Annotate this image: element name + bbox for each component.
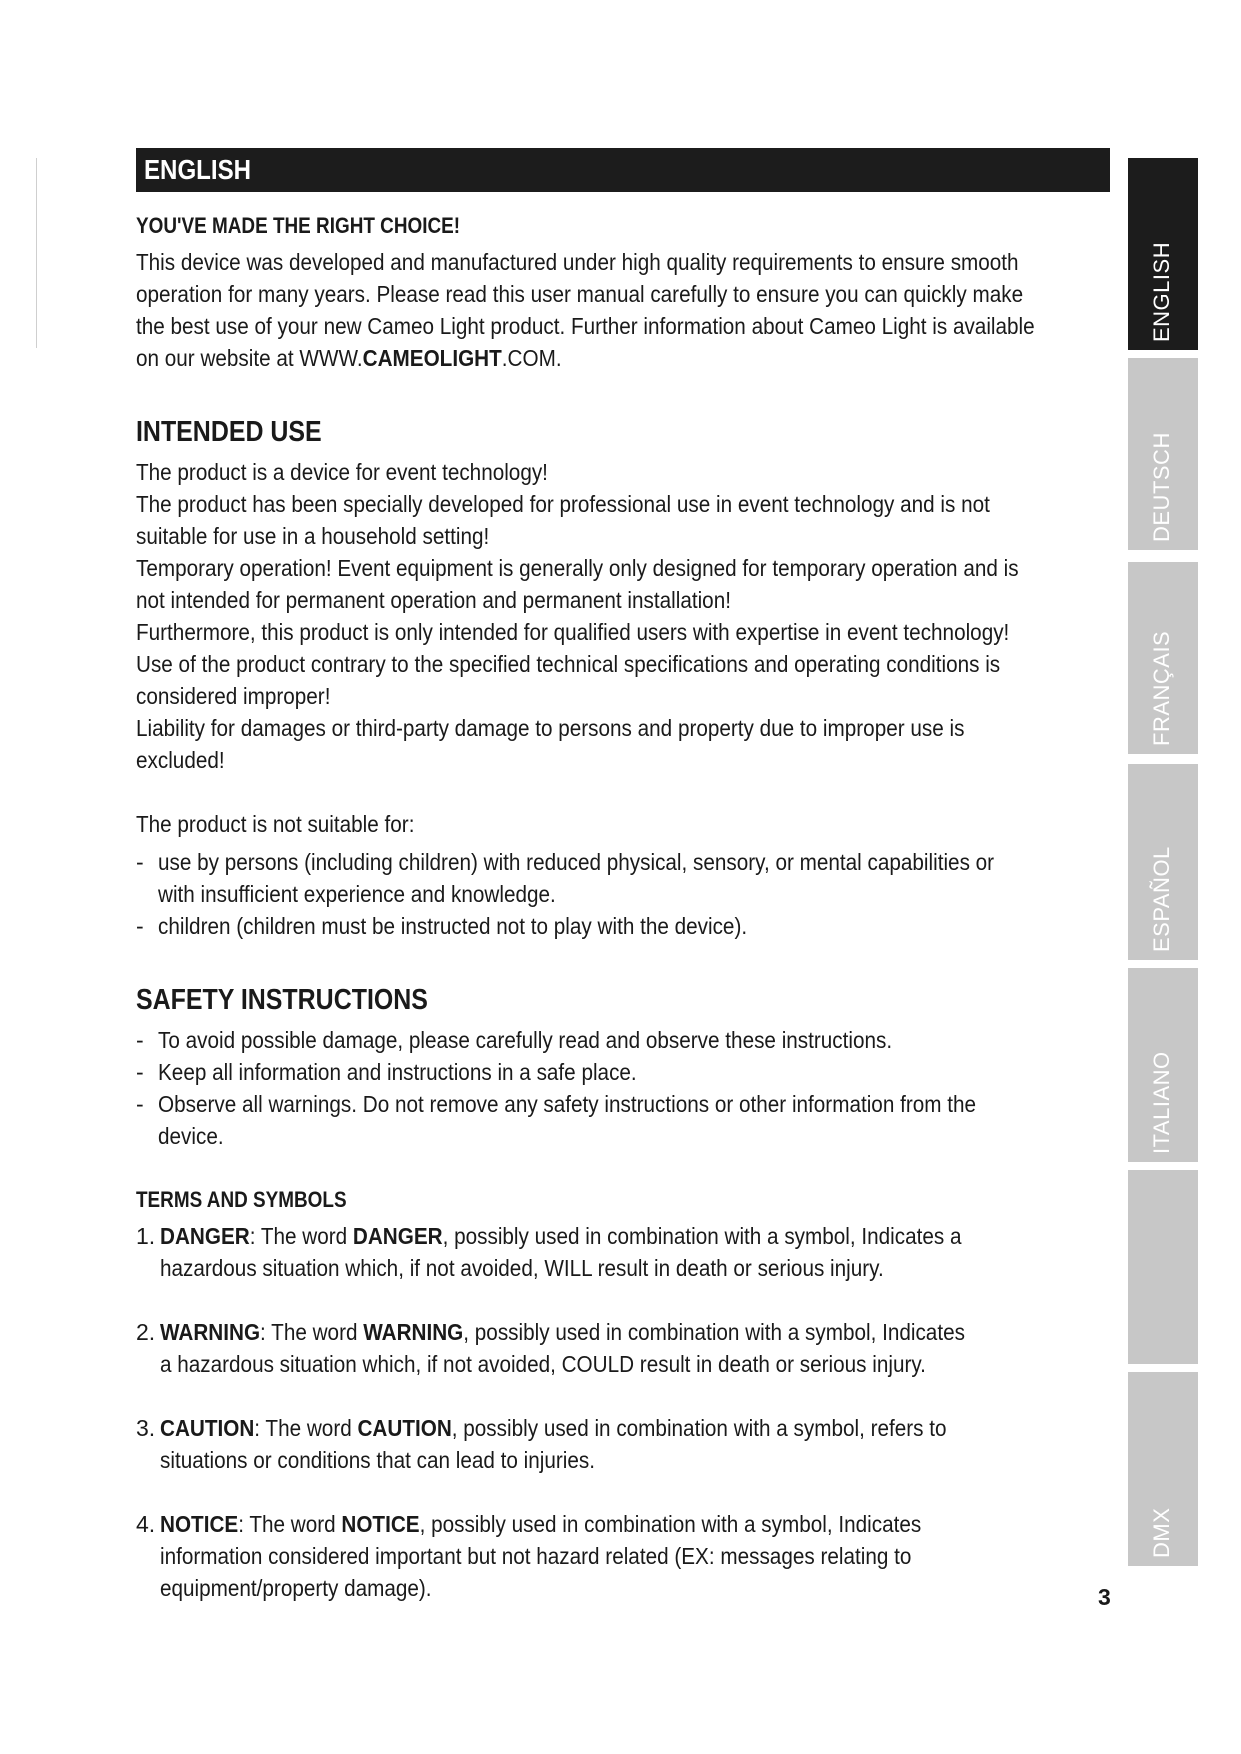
- intended-use-heading: INTENDED USE: [136, 416, 322, 448]
- side-tab-label: FRANÇAIS: [1149, 630, 1174, 746]
- list-item: - To avoid possible damage, please carefully read and observe these instructions.: [136, 1027, 893, 1053]
- intended-use-line: suitable for use in a household setting!: [136, 523, 490, 549]
- term-item-notice: 4. NOTICE: The word NOTICE, possibly used in combination with a symbol, Indicates information considered important but not hazard related (EX: messages relating to equipment/property damage).: [136, 1511, 922, 1601]
- side-tab-deutsch[interactable]: [1128, 358, 1198, 550]
- terms-list: [136, 1220, 1116, 1604]
- side-tab-francais[interactable]: [1128, 562, 1198, 754]
- intended-use-line: Furthermore, this product is only intended for qualified users with expertise in event technology!: [136, 619, 1010, 645]
- intended-use-line: Use of the product contrary to the specified technical specifications and operating conditions is: [136, 651, 1001, 677]
- list-item: - children (children must be instructed not to play with the device).: [136, 913, 748, 939]
- not-suitable-intro: The product is not suitable for:: [136, 811, 415, 837]
- side-tab-label: ITALIANO: [1149, 1051, 1174, 1154]
- intro-heading: YOU'VE MADE THE RIGHT CHOICE!: [136, 213, 461, 238]
- intended-use-line: The product has been specially developed for professional use in event technology and is not: [136, 491, 990, 517]
- website-link-brand: CAMEOLIGHT: [362, 345, 502, 371]
- safety-heading: SAFETY INSTRUCTIONS: [136, 984, 428, 1016]
- intended-use-line: Liability for damages or third-party damage to persons and property due to improper use is: [136, 715, 965, 741]
- term-item-caution: 3. CAUTION: The word CAUTION, possibly used in combination with a symbol, refers to situations or conditions that can lead to injuries.: [136, 1415, 947, 1473]
- side-tab-label: DMX: [1149, 1507, 1174, 1558]
- list-item: - Observe all warnings. Do not remove any safety instructions or other information from the device.: [136, 1091, 977, 1149]
- intended-use-line: The product is a device for event technology!: [136, 459, 548, 485]
- side-tab-label: ESPAÑOL: [1149, 846, 1174, 952]
- intro-line: This device was developed and manufactured under high quality requirements to ensure smooth: [136, 249, 1019, 275]
- not-suitable-list: [136, 846, 1116, 942]
- side-tab-italiano[interactable]: [1128, 968, 1198, 1162]
- term-item-warning: 2. WARNING: The word WARNING, possibly used in combination with a symbol, Indicates a hazardous situation which, if not avoided, COULD result in death or serious injury.: [136, 1319, 965, 1377]
- left-margin-rule: [36, 158, 37, 348]
- side-tab-espanol[interactable]: [1128, 764, 1198, 960]
- terms-heading: TERMS AND SYMBOLS: [136, 1187, 347, 1212]
- intro-website-line: on our website at WWW.CAMEOLIGHT.COM.: [136, 345, 562, 371]
- intended-use-line: excluded!: [136, 747, 225, 773]
- intended-use-line: Temporary operation! Event equipment is generally only designed for temporary operation and is: [136, 555, 1019, 581]
- term-item-danger: 1. DANGER: The word DANGER, possibly used in combination with a symbol, Indicates a hazardous situation which, if not avoided, WILL result in death or serious injury.: [136, 1223, 962, 1281]
- manual-page-content: [136, 148, 1116, 1604]
- intro-line: the best use of your new Cameo Light product. Further information about Cameo Light is available: [136, 313, 1035, 339]
- language-header-label: ENGLISH: [144, 154, 252, 185]
- list-item: - use by persons (including children) with reduced physical, sensory, or mental capabilities or with insufficient experience and knowledge.: [136, 849, 995, 907]
- intro-paragraph: [136, 246, 1116, 374]
- intended-use-paragraph: [136, 456, 1116, 840]
- safety-list: [136, 1024, 1116, 1152]
- intended-use-line: not intended for permanent operation and permanent installation!: [136, 587, 731, 613]
- page-number: 3: [1098, 1584, 1111, 1610]
- language-header-bar: [136, 148, 1110, 192]
- side-tab-label: ENGLISH: [1149, 241, 1174, 342]
- side-tab-dmx[interactable]: [1128, 1372, 1198, 1566]
- list-item: - Keep all information and instructions in a safe place.: [136, 1059, 637, 1085]
- side-tab-english[interactable]: [1128, 158, 1198, 350]
- intro-line: operation for many years. Please read this user manual carefully to ensure you can quickly make: [136, 281, 1024, 307]
- intended-use-line: considered improper!: [136, 683, 331, 709]
- side-tab-blank: [1128, 1170, 1198, 1364]
- side-tab-label: DEUTSCH: [1149, 432, 1174, 542]
